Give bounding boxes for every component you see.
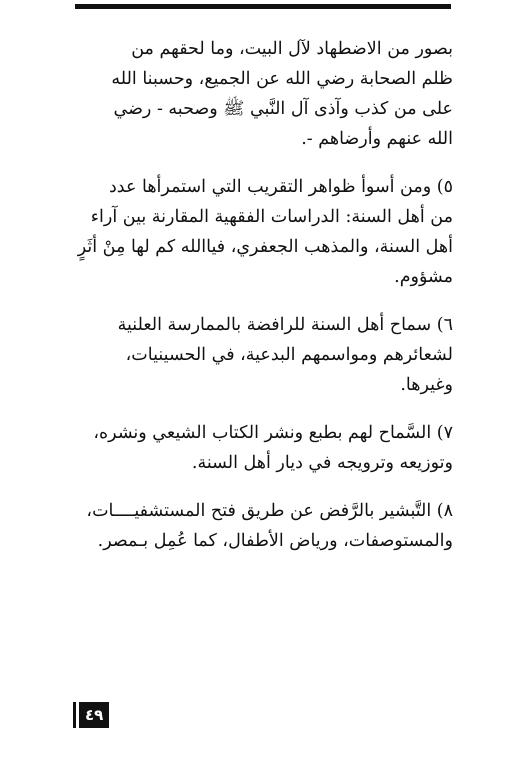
- list-item-7: [48, 418, 453, 478]
- page-body: [48, 34, 453, 574]
- page-number: ٤٩: [79, 702, 109, 728]
- text-line: لشعائرهم ومواسمهم البدعية، في الحسينيات،: [125, 345, 453, 365]
- text-line: مشؤوم.: [394, 267, 453, 287]
- text-line: ٨) التَّبشير بالرَّفض عن طريق فتح المستشفيــــات،: [86, 501, 453, 521]
- text-line: الله عنهم وأرضاهم -.: [301, 129, 453, 149]
- text-line: ٧) السَّماح لهم بطبع ونشر الكتاب الشيعي ونشره،: [93, 423, 453, 443]
- list-item-6: [48, 310, 453, 400]
- text-line: بصور من الاضطهاد لآل البيت، وما لحقهم من: [131, 39, 453, 59]
- list-item-8: [48, 496, 453, 556]
- list-item-5: [48, 172, 453, 292]
- paragraph-continuation: [48, 34, 453, 154]
- page-number-badge: [73, 702, 109, 728]
- text-line: وغيرها.: [400, 375, 453, 395]
- text-line: على من كذب وآذى آل النَّبي ﷺ وصحبه - رضي: [113, 99, 453, 119]
- text-line: أهل السنة، والمذهب الجعفري، فياالله كم لها مِنْ أثَرٍ: [77, 237, 453, 257]
- text-line: من أهل السنة: الدراسات الفقهية المقارنة بين آراء: [90, 207, 453, 227]
- text-line: والمستوصفات، ورياض الأطفال، كما عُمِل بـمصر.: [97, 531, 453, 551]
- text-line: ٥) ومن أسوأ ظواهر التقريب التي استمرأها عدد: [109, 177, 453, 197]
- text-line: وتوزيعه وترويجه في ديار أهل السنة.: [191, 453, 453, 473]
- text-line: ظلم الصحابة رضي الله عن الجميع، وحسبنا الله: [111, 69, 453, 89]
- page-number-bar: [73, 702, 76, 728]
- header-rule: [75, 4, 451, 9]
- text-line: ٦) سماح أهل السنة للرافضة بالممارسة العلنية: [117, 315, 453, 335]
